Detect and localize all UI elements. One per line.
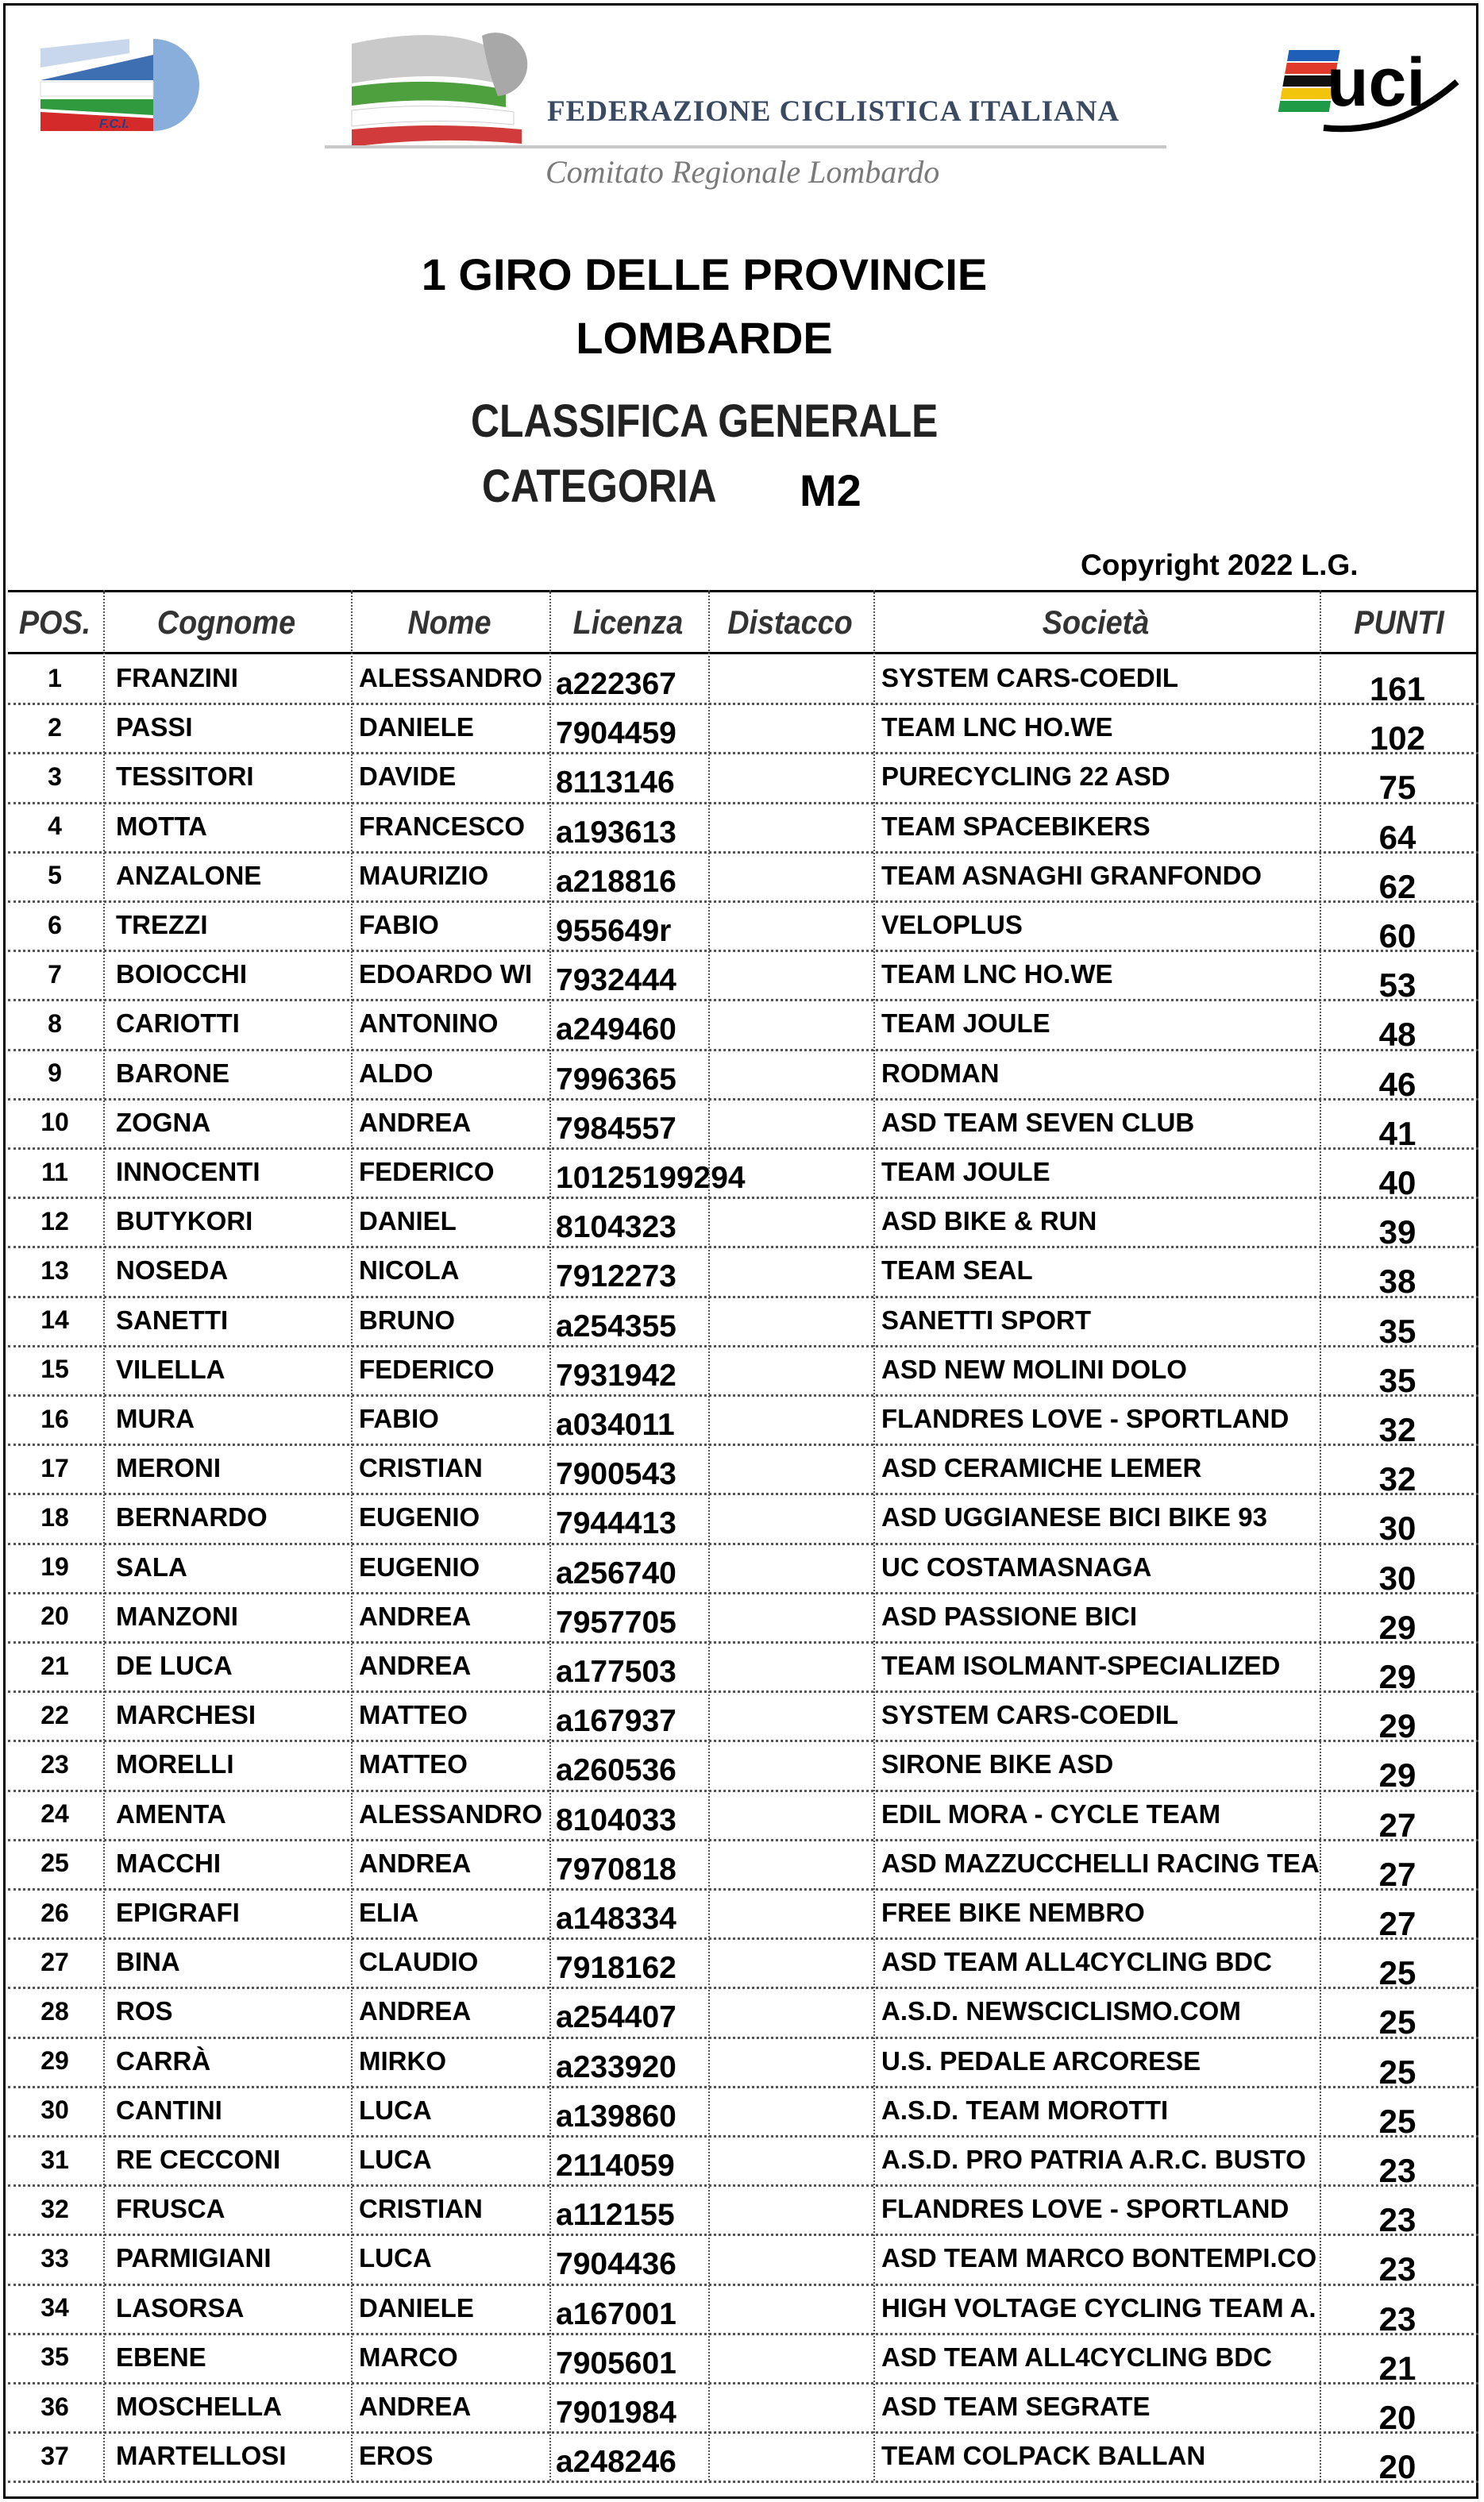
cell-licenza: 7996365	[556, 1062, 676, 1097]
cell-pos: 11	[41, 1157, 68, 1186]
cell-licenza: a193613	[556, 815, 676, 850]
event-title: 1 GIRO DELLE PROVINCIE	[421, 249, 988, 299]
fci-logo	[34, 33, 212, 136]
cell-licenza: a222367	[556, 667, 676, 701]
cell-pos: 34	[40, 2293, 69, 2323]
cell-licenza: 7904436	[556, 2247, 676, 2282]
cell-cognome: NOSEDA	[116, 1255, 229, 1286]
cell-pos: 3	[48, 761, 62, 791]
cell-licenza: a139860	[556, 2099, 676, 2134]
cell-licenza: 7957705	[556, 1605, 676, 1640]
cell-societa: FREE BIKE NEMBRO	[881, 1898, 1145, 1927]
cell-punti: 60	[1378, 917, 1417, 954]
cell-nome: CRISTIAN	[359, 2194, 483, 2224]
category-label: CATEGORIA	[482, 461, 717, 512]
table-row	[8, 1641, 1478, 1695]
cell-nome: EUGENIO	[359, 1502, 480, 1532]
cell-nome: EROS	[359, 2441, 434, 2471]
cell-nome: DANIELE	[359, 712, 474, 742]
cell-nome: ANDREA	[359, 1848, 472, 1878]
cell-licenza: 7944413	[556, 1506, 676, 1541]
cell-punti: 25	[1378, 2102, 1417, 2140]
cell-cognome: BINA	[116, 1947, 180, 1977]
table-row	[8, 900, 1478, 954]
federation-divider	[325, 145, 1166, 148]
cell-pos: 22	[40, 1700, 69, 1729]
cell-pos: 1	[48, 663, 62, 692]
cell-pos: 25	[40, 1849, 69, 1878]
cell-societa: SANETTI SPORT	[881, 1305, 1092, 1335]
cell-licenza: a249460	[556, 1012, 676, 1047]
table-row	[8, 1888, 1478, 1942]
cell-punti: 29	[1378, 1658, 1417, 1695]
cell-cognome: SALA	[116, 1552, 187, 1582]
cell-licenza: a167937	[556, 1704, 676, 1739]
cell-societa: UC COSTAMASNAGA	[881, 1552, 1152, 1582]
cell-licenza: a034011	[556, 1408, 675, 1442]
results-sheet	[3, 3, 1478, 2499]
cell-nome: FABIO	[359, 910, 439, 939]
cell-punti: 40	[1378, 1164, 1417, 1201]
cell-cognome: VILELLA	[116, 1354, 225, 1384]
cell-nome: MAURIZIO	[359, 860, 489, 890]
table-row	[8, 2431, 1478, 2486]
cell-punti: 30	[1378, 1559, 1417, 1597]
cell-pos: 26	[40, 1898, 69, 1927]
cell-punti: 41	[1378, 1114, 1417, 1152]
cell-cognome: FRANZINI	[116, 663, 238, 692]
cell-societa: ASD TEAM ALL4CYCLING BDC	[881, 2342, 1272, 2372]
cell-punti: 29	[1378, 1608, 1417, 1646]
cell-pos: 6	[48, 910, 62, 939]
cell-licenza: a256740	[556, 1556, 676, 1590]
cell-societa: A.S.D. NEWSCICLISMO.COM	[881, 1996, 1241, 2026]
cell-cognome: ROS	[116, 1996, 173, 2026]
cell-cognome: EPIGRAFI	[116, 1898, 240, 1927]
cell-societa: SYSTEM CARS-COEDIL	[881, 663, 1179, 692]
uci-logo	[1276, 34, 1467, 145]
cell-cognome: ANZALONE	[116, 860, 262, 890]
cell-nome: ANDREA	[359, 1651, 472, 1680]
cell-cognome: MANZONI	[116, 1601, 238, 1631]
table-row	[8, 2037, 1478, 2091]
column-header-punti: PUNTI	[1354, 603, 1444, 641]
cell-punti: 62	[1378, 867, 1417, 905]
cell-punti: 23	[1378, 2152, 1417, 2189]
cell-pos: 9	[48, 1058, 62, 1088]
cell-societa: TEAM LNC HO.WE	[881, 959, 1113, 989]
cell-societa: FLANDRES LOVE - SPORTLAND	[881, 1404, 1289, 1433]
cell-cognome: MORELLI	[116, 1749, 234, 1779]
event-title-line2: LOMBARDE	[576, 313, 833, 363]
cell-licenza: 7931942	[556, 1358, 676, 1393]
cell-societa: TEAM SEAL	[881, 1255, 1033, 1286]
cell-societa: U.S. PEDALE ARCORESE	[881, 2045, 1201, 2076]
cell-pos: 31	[40, 2145, 69, 2174]
column-header-distacco: Distacco	[727, 603, 853, 641]
table-row	[8, 1049, 1478, 1103]
cell-societa: TEAM ISOLMANT-SPECIALIZED	[881, 1651, 1281, 1680]
cell-societa: A.S.D. PRO PATRIA A.R.C. BUSTO	[881, 2145, 1306, 2174]
cell-nome: ANDREA	[359, 1601, 472, 1631]
cell-punti: 46	[1378, 1065, 1417, 1103]
table-row	[8, 1197, 1478, 1251]
cell-societa: ASD PASSIONE BICI	[881, 1601, 1138, 1631]
table-row	[8, 1690, 1478, 1745]
cell-cognome: MOSCHELLA	[116, 2392, 282, 2421]
federation-name: FEDERAZIONE CICLISTICA ITALIANA	[547, 95, 1120, 128]
cell-cognome: DE LUCA	[116, 1651, 233, 1680]
cell-nome: BRUNO	[359, 1305, 455, 1335]
cell-cognome: MURA	[116, 1404, 195, 1433]
column-header-societa: Società	[1042, 603, 1150, 641]
cell-licenza: a248246	[556, 2445, 676, 2480]
cell-punti: 27	[1378, 1806, 1417, 1844]
cell-cognome: EBENE	[116, 2342, 206, 2372]
table-row	[8, 1987, 1478, 2041]
regional-committee: Comitato Regionale Lombardo	[545, 154, 940, 190]
cell-punti: 75	[1378, 769, 1417, 807]
cell-nome: ELIA	[359, 1898, 419, 1927]
cell-nome: EUGENIO	[359, 1552, 480, 1582]
cell-punti: 32	[1378, 1411, 1417, 1448]
cell-societa: PURECYCLING 22 ASD	[881, 761, 1170, 792]
column-header-nome: Nome	[407, 603, 491, 641]
cell-cognome: INNOCENTI	[116, 1157, 260, 1186]
cell-societa: ASD NEW MOLINI DOLO	[881, 1354, 1187, 1384]
cell-punti: 29	[1378, 1707, 1417, 1745]
cell-nome: ANDREA	[359, 1107, 472, 1137]
table-row	[8, 1345, 1478, 1399]
cell-licenza: 7912273	[556, 1259, 676, 1294]
cell-punti: 48	[1378, 1016, 1417, 1054]
cell-punti: 25	[1378, 1954, 1417, 1992]
column-divider	[708, 590, 710, 2481]
cell-pos: 30	[40, 2095, 69, 2125]
table-row	[8, 2086, 1478, 2140]
cell-licenza: 7932444	[556, 963, 676, 998]
cell-licenza: 7905601	[556, 2346, 676, 2381]
cell-cognome: MACCHI	[116, 1848, 221, 1878]
cell-nome: ALESSANDRO	[359, 1798, 543, 1829]
cell-nome: LUCA	[359, 2243, 432, 2273]
classification-heading: CLASSIFICA GENERALE	[471, 395, 939, 447]
cell-punti: 32	[1378, 1460, 1417, 1498]
cell-pos: 21	[40, 1651, 69, 1680]
cell-cognome: FRUSCA	[116, 2194, 225, 2224]
cell-punti: 23	[1378, 2201, 1417, 2239]
cell-cognome: TREZZI	[116, 910, 208, 939]
cell-punti: 64	[1378, 818, 1417, 856]
cell-pos: 10	[40, 1108, 69, 1137]
cell-pos: 28	[40, 1996, 69, 2026]
cell-nome: ANDREA	[359, 1996, 472, 2026]
cell-licenza: a167001	[556, 2296, 676, 2331]
table-row	[8, 2284, 1478, 2338]
table-row	[8, 2333, 1478, 2387]
table-row	[8, 1394, 1478, 1448]
table-row	[8, 703, 1478, 758]
cell-pos: 14	[40, 1305, 69, 1335]
cell-cognome: PASSI	[116, 712, 193, 742]
cell-societa: ASD TEAM ALL4CYCLING BDC	[881, 1947, 1272, 1977]
cell-cognome: LASORSA	[116, 2292, 245, 2323]
table-row	[8, 1740, 1478, 1795]
cell-licenza: a218816	[556, 864, 676, 899]
cell-cognome: MARCHESI	[116, 1700, 256, 1730]
cell-nome: ALDO	[359, 1058, 434, 1088]
cell-societa: ASD BIKE & RUN	[881, 1206, 1097, 1236]
cell-pos: 7	[48, 959, 62, 989]
cell-licenza: a233920	[556, 2049, 676, 2084]
cell-punti: 53	[1378, 966, 1417, 1004]
cell-cognome: RE CECCONI	[116, 2145, 281, 2174]
cell-cognome: MOTTA	[116, 811, 207, 841]
cell-pos: 27	[40, 1947, 69, 1976]
cell-cognome: BUTYKORI	[116, 1206, 253, 1236]
cell-pos: 5	[48, 861, 62, 890]
table-row	[8, 950, 1478, 1004]
copyright-notice: Copyright 2022 L.G.	[1081, 549, 1359, 581]
cell-punti: 27	[1378, 1855, 1417, 1893]
cell-licenza: 7901984	[556, 2396, 676, 2430]
cell-licenza: 8113146	[556, 765, 675, 800]
cell-punti: 35	[1378, 1312, 1417, 1350]
table-row	[8, 752, 1478, 807]
uci-logo-text: uci	[1327, 44, 1426, 121]
cell-punti: 23	[1378, 2250, 1417, 2288]
cell-punti: 29	[1378, 1756, 1417, 1795]
cell-societa: EDIL MORA - CYCLE TEAM	[881, 1798, 1221, 1829]
cell-cognome: AMENTA	[116, 1798, 226, 1829]
cell-nome: ALESSANDRO	[359, 663, 543, 692]
cell-cognome: PARMIGIANI	[116, 2243, 272, 2273]
cell-pos: 32	[40, 2194, 69, 2223]
cell-pos: 12	[40, 1206, 69, 1236]
cell-licenza: a148334	[556, 1902, 676, 1936]
cell-licenza: 955649r	[556, 914, 672, 948]
cell-licenza: 7970818	[556, 1852, 676, 1887]
results-table	[8, 590, 1478, 2486]
cell-pos: 24	[40, 1799, 69, 1829]
column-header-pos: POS.	[18, 603, 91, 641]
cell-punti: 23	[1378, 2300, 1417, 2338]
column-divider	[351, 590, 353, 2481]
cell-pos: 19	[40, 1552, 69, 1582]
cell-nome: FEDERICO	[359, 1354, 495, 1384]
cell-licenza: a260536	[556, 1753, 676, 1788]
table-row	[8, 1592, 1478, 1646]
table-row	[8, 1098, 1478, 1152]
cell-nome: ANDREA	[359, 2392, 472, 2421]
table-row	[8, 2234, 1478, 2288]
cell-societa: VELOPLUS	[881, 910, 1023, 939]
cell-pos: 15	[40, 1355, 69, 1384]
cell-licenza: 7918162	[556, 1951, 676, 1986]
table-row	[8, 1839, 1478, 1893]
cell-licenza: 7984557	[556, 1111, 676, 1146]
column-divider	[103, 590, 105, 2481]
cell-nome: MARCO	[359, 2342, 458, 2372]
cell-societa: ASD TEAM SEGRATE	[881, 2392, 1151, 2421]
cell-licenza: a112155	[556, 2198, 675, 2233]
cell-pos: 17	[40, 1453, 69, 1482]
cell-nome: LUCA	[359, 2145, 432, 2174]
cell-cognome: BERNARDO	[116, 1502, 268, 1532]
cell-societa: RODMAN	[881, 1058, 1000, 1088]
cell-societa: TEAM COLPACK BALLAN	[881, 2441, 1206, 2471]
category-value: M2	[800, 465, 861, 515]
cell-licenza: 10125199294	[556, 1161, 746, 1195]
cell-nome: ANTONINO	[359, 1008, 499, 1039]
cell-licenza: a254407	[556, 2000, 676, 2035]
table-row	[8, 1790, 1478, 1844]
cell-societa: HIGH VOLTAGE CYCLING TEAM A.	[881, 2292, 1316, 2323]
column-header-cognome: Cognome	[156, 603, 296, 641]
cell-punti: 27	[1378, 1905, 1417, 1942]
table-row	[8, 1937, 1478, 1992]
cell-pos: 29	[40, 2046, 69, 2076]
cell-punti: 25	[1378, 2003, 1417, 2041]
cell-licenza: a254355	[556, 1309, 676, 1344]
cell-societa: TEAM LNC HO.WE	[881, 712, 1113, 742]
cell-punti: 161	[1369, 670, 1426, 707]
cell-cognome: CANTINI	[116, 2095, 222, 2125]
cell-licenza: 8104323	[556, 1210, 676, 1245]
table-row	[8, 1444, 1478, 1498]
cell-cognome: MARTELLOSI	[116, 2441, 287, 2471]
cell-punti: 25	[1378, 2053, 1417, 2091]
cell-nome: EDOARDO WI	[359, 959, 533, 989]
cell-cognome: BARONE	[116, 1058, 230, 1088]
fci-logo-text: F.C.I.	[99, 118, 129, 131]
cell-nome: DANIEL	[359, 1206, 457, 1236]
cell-societa: ASD UGGIANESE BICI BIKE 93	[881, 1502, 1267, 1532]
cell-nome: FEDERICO	[359, 1157, 495, 1186]
cell-nome: NICOLA	[359, 1255, 460, 1286]
cell-punti: 21	[1378, 2349, 1417, 2387]
cell-licenza: 7904459	[556, 716, 676, 751]
cell-cognome: ZOGNA	[116, 1107, 211, 1137]
cell-punti: 30	[1378, 1509, 1417, 1548]
cell-nome: MIRKO	[359, 2045, 446, 2076]
cell-nome: CLAUDIO	[359, 1947, 479, 1977]
cell-nome: DAVIDE	[359, 761, 457, 792]
cell-societa: TEAM JOULE	[881, 1157, 1050, 1186]
cell-cognome: CARRÀ	[116, 2045, 211, 2076]
table-row	[8, 1246, 1478, 1301]
column-header-licenza: Licenza	[572, 603, 684, 641]
table-row	[8, 1147, 1478, 1201]
cell-licenza: 2114059	[556, 2149, 675, 2183]
cell-societa: ASD CERAMICHE LEMER	[881, 1453, 1202, 1483]
table-row	[8, 1543, 1478, 1597]
cell-societa: SYSTEM CARS-COEDIL	[881, 1700, 1179, 1730]
cell-cognome: TESSITORI	[116, 761, 254, 792]
table-row	[8, 1493, 1478, 1548]
cell-cognome: BOIOCCHI	[116, 959, 247, 989]
cell-nome: MATTEO	[359, 1700, 468, 1730]
table-row	[8, 2135, 1478, 2189]
cell-licenza: a177503	[556, 1655, 676, 1689]
table-top-border	[8, 590, 1478, 592]
cell-pos: 4	[48, 812, 62, 841]
cell-pos: 37	[40, 2441, 69, 2470]
table-row	[8, 1296, 1478, 1350]
cell-licenza: 8104033	[556, 1802, 676, 1837]
cell-societa: ASD TEAM SEVEN CLUB	[881, 1107, 1195, 1137]
cell-punti: 20	[1378, 2399, 1417, 2436]
cell-nome: CRISTIAN	[359, 1453, 483, 1483]
column-divider	[549, 590, 551, 2481]
table-row	[8, 653, 1478, 707]
cell-societa: ASD TEAM MARCO BONTEMPI.CO	[881, 2243, 1317, 2273]
cell-societa: ASD MAZZUCCHELLI RACING TEA	[881, 1848, 1320, 1878]
table-row	[8, 999, 1478, 1054]
cell-nome: MATTEO	[359, 1749, 468, 1779]
cell-punti: 20	[1378, 2448, 1417, 2486]
cell-societa: TEAM SPACEBIKERS	[881, 811, 1151, 841]
cell-cognome: CARIOTTI	[116, 1008, 240, 1039]
cell-societa: FLANDRES LOVE - SPORTLAND	[881, 2194, 1289, 2224]
table-row	[8, 802, 1478, 856]
cell-pos: 33	[40, 2243, 69, 2273]
cell-pos: 20	[40, 1602, 69, 1631]
table-row	[8, 2382, 1478, 2436]
cell-nome: DANIELE	[359, 2292, 474, 2323]
column-divider	[1320, 590, 1321, 2481]
cell-societa: A.S.D. TEAM MOROTTI	[881, 2095, 1169, 2125]
cell-nome: FRANCESCO	[359, 811, 526, 841]
cell-pos: 36	[40, 2392, 69, 2421]
cell-nome: LUCA	[359, 2095, 432, 2125]
cell-punti: 35	[1378, 1361, 1417, 1399]
cell-pos: 35	[40, 2342, 69, 2372]
cell-nome: FABIO	[359, 1404, 439, 1433]
cell-societa: TEAM JOULE	[881, 1008, 1050, 1039]
cell-societa: TEAM ASNAGHI GRANFONDO	[881, 860, 1262, 890]
cell-punti: 102	[1369, 719, 1426, 758]
cell-pos: 8	[48, 1008, 62, 1038]
cell-punti: 38	[1378, 1263, 1417, 1301]
cell-pos: 23	[40, 1749, 69, 1779]
cell-pos: 16	[40, 1404, 69, 1433]
cell-pos: 2	[48, 712, 62, 742]
cell-licenza: 7900543	[556, 1457, 676, 1492]
cell-cognome: SANETTI	[116, 1305, 229, 1335]
cell-pos: 18	[40, 1502, 69, 1532]
row-divider	[8, 2481, 1478, 2483]
table-row	[8, 851, 1478, 905]
cell-societa: SIRONE BIKE ASD	[881, 1749, 1114, 1779]
cell-pos: 13	[40, 1255, 69, 1285]
table-row	[8, 2184, 1478, 2239]
cell-punti: 39	[1378, 1213, 1417, 1251]
column-divider	[873, 590, 875, 2481]
cell-cognome: MERONI	[116, 1453, 221, 1483]
